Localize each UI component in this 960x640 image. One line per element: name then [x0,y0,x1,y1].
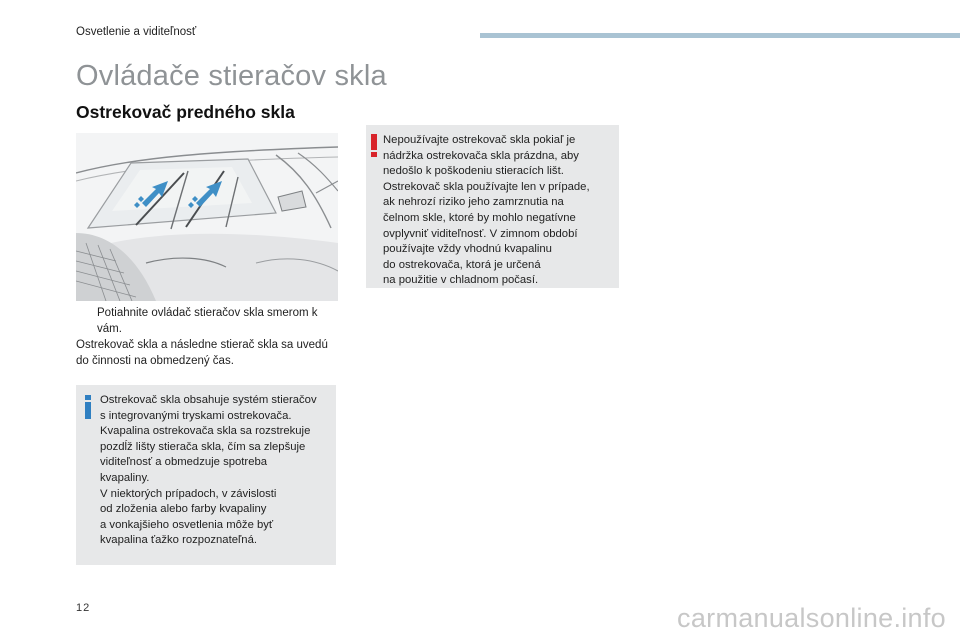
instruction-result-text: Ostrekovač skla a následne stierač skla sa uvedú do činnosti na obmedzený čas. [76,339,328,367]
warning-exclamation-icon [370,134,378,158]
warning-note-text: Nepoužívajte ostrekovač skla pokiaľ je nádržka ostrekovača skla prázdna, aby nedošlo k poškodeniu stieracích lišt. Ostrekovač skla používajte len v prípade, ak nehrozí riziko jeho zamrznutia na čelnom skle, ktoré by mohlo negatívne ovplyvniť viditeľnosť. V zimnom období používajte vždy vhodnú kvapalinu do ostrekovača, ktorá je určená na použitie v chladnom počasí. [383,134,590,287]
windscreen-illustration [76,133,338,301]
info-note-text: Ostrekovač skla obsahuje systém stieračov s integrovanými tryskami ostrekovača. Kvapalina ostrekovača skla sa rozstrekuje pozdĺž lišty stierača skla, čím sa zlepšuje viditeľnosť a obmedzuje spotreba kvapaliny. V niektorých prípadoch, v závislosti od zloženia alebo farby kvapaliny a vonkajšieho osvetlenia môže byť kvapalina ťažko rozpoznateľná. [100,394,317,547]
info-note-box [76,385,336,565]
watermark: carmanualsonline.info [677,603,946,633]
instruction-step [76,306,338,337]
page-number: 12 [76,602,91,614]
section-label: Osvetlenie a viditeľnosť [76,26,197,38]
header-accent-bar [480,33,960,38]
page-title: Ovládače stieračov skla [76,60,387,92]
info-icon [84,395,92,419]
car-windscreen-drawing [76,133,338,301]
page-subtitle: Ostrekovač predného skla [76,102,295,122]
instruction-step-text: Potiahnite ovládač stieračov skla smerom k vám. [97,307,318,335]
warning-note-box [366,125,619,288]
